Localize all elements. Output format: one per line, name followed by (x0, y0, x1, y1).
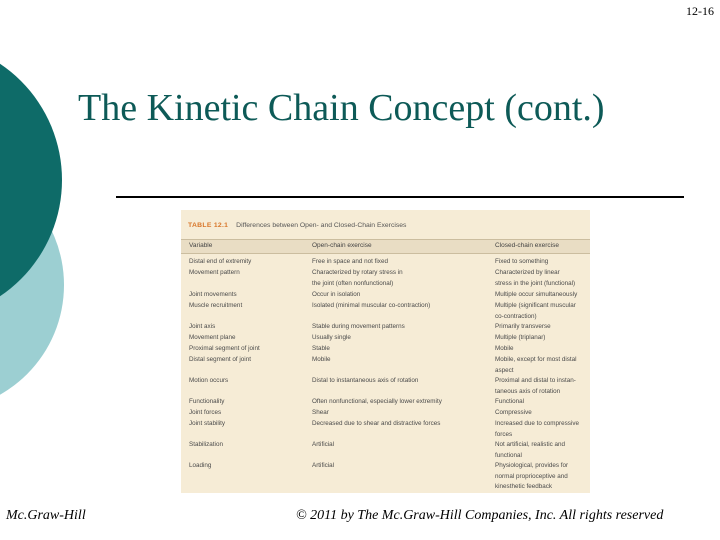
cell-variable: Proximal segment of joint (189, 345, 260, 352)
cell-open: Mobile (312, 356, 331, 363)
cell-open: Stable during movement patterns (312, 323, 405, 330)
cell-open: Stable (312, 345, 330, 352)
cell-variable: Movement pattern (189, 269, 240, 276)
cell-variable: Joint stability (189, 420, 226, 427)
cell-open: Occur in isolation (312, 291, 361, 298)
cell-closed: Multiple occur simultaneously (495, 291, 578, 298)
cell-variable: Functionality (189, 398, 225, 405)
cell-open: Free in space and not fixed (312, 258, 388, 265)
cell-variable: Distal segment of joint (189, 356, 251, 363)
cell-closed: Increased due to compressive forces (495, 420, 580, 438)
cell-closed: Mobile (495, 345, 514, 352)
column-header-open-chain: Open-chain exercise (312, 242, 372, 249)
column-header-variable: Variable (189, 242, 213, 249)
cell-open: Isolated (minimal muscular co-contraction) (312, 302, 431, 309)
cell-closed: Functional (495, 398, 525, 405)
cell-variable: Motion occurs (189, 377, 229, 384)
copyright-footer: © 2011 by The Mc.Graw-Hill Companies, Inc. All rights reserved (296, 508, 664, 523)
cell-closed: Mobile, except for most distal aspect (495, 356, 577, 374)
cell-open: Artificial (312, 462, 335, 469)
table-column-headers (181, 239, 590, 254)
cell-open: Characterized by rotary stress in the joint (often nonfunctional) (312, 269, 403, 287)
cell-variable: Distal end of extremity (189, 258, 252, 265)
table-caption: Differences between Open- and Closed-Chain Exercises (236, 222, 407, 229)
cell-variable: Muscle recruitment (189, 302, 243, 309)
slide-title: The Kinetic Chain Concept (cont.) (78, 87, 605, 129)
publisher-footer: Mc.Graw-Hill (6, 508, 86, 523)
column-header-closed-chain: Closed-chain exercise (495, 242, 559, 249)
cell-variable: Joint axis (189, 323, 216, 330)
cell-open: Often nonfunctional, especially lower extremity (312, 398, 442, 405)
cell-closed: Not artificial, realistic and functional (495, 441, 565, 459)
cell-variable: Loading (189, 462, 212, 469)
table-image (181, 210, 590, 493)
table-heading (188, 222, 406, 229)
cell-open: Distal to instantaneous axis of rotation (312, 377, 419, 384)
cell-open: Decreased due to shear and distractive forces (312, 420, 441, 427)
cell-closed: Primarily transverse (495, 323, 551, 330)
cell-closed: Characterized by linear stress in the joint (functional) (495, 269, 576, 287)
cell-closed: Fixed to something (495, 258, 549, 265)
cell-closed: Proximal and distal to instan- taneous axis of rotation (495, 377, 576, 395)
title-divider (116, 196, 684, 198)
cell-variable: Joint forces (189, 409, 222, 416)
table-label: TABLE 12.1 (188, 222, 229, 229)
cell-variable: Movement plane (189, 334, 236, 341)
cell-open: Artificial (312, 441, 335, 448)
cell-closed: Multiple (triplanar) (495, 334, 546, 341)
cell-open: Usually single (312, 334, 351, 341)
cell-open: Shear (312, 409, 329, 416)
cell-closed: Compressive (495, 409, 532, 416)
page-number: 12-16 (686, 4, 714, 18)
cell-variable: Joint movements (189, 291, 237, 298)
cell-closed: Multiple (significant muscular co-contraction) (495, 302, 576, 320)
cell-variable: Stabilization (189, 441, 223, 448)
cell-closed: Physiological, provides for normal proprioceptive and kinesthetic feedback (495, 462, 569, 490)
